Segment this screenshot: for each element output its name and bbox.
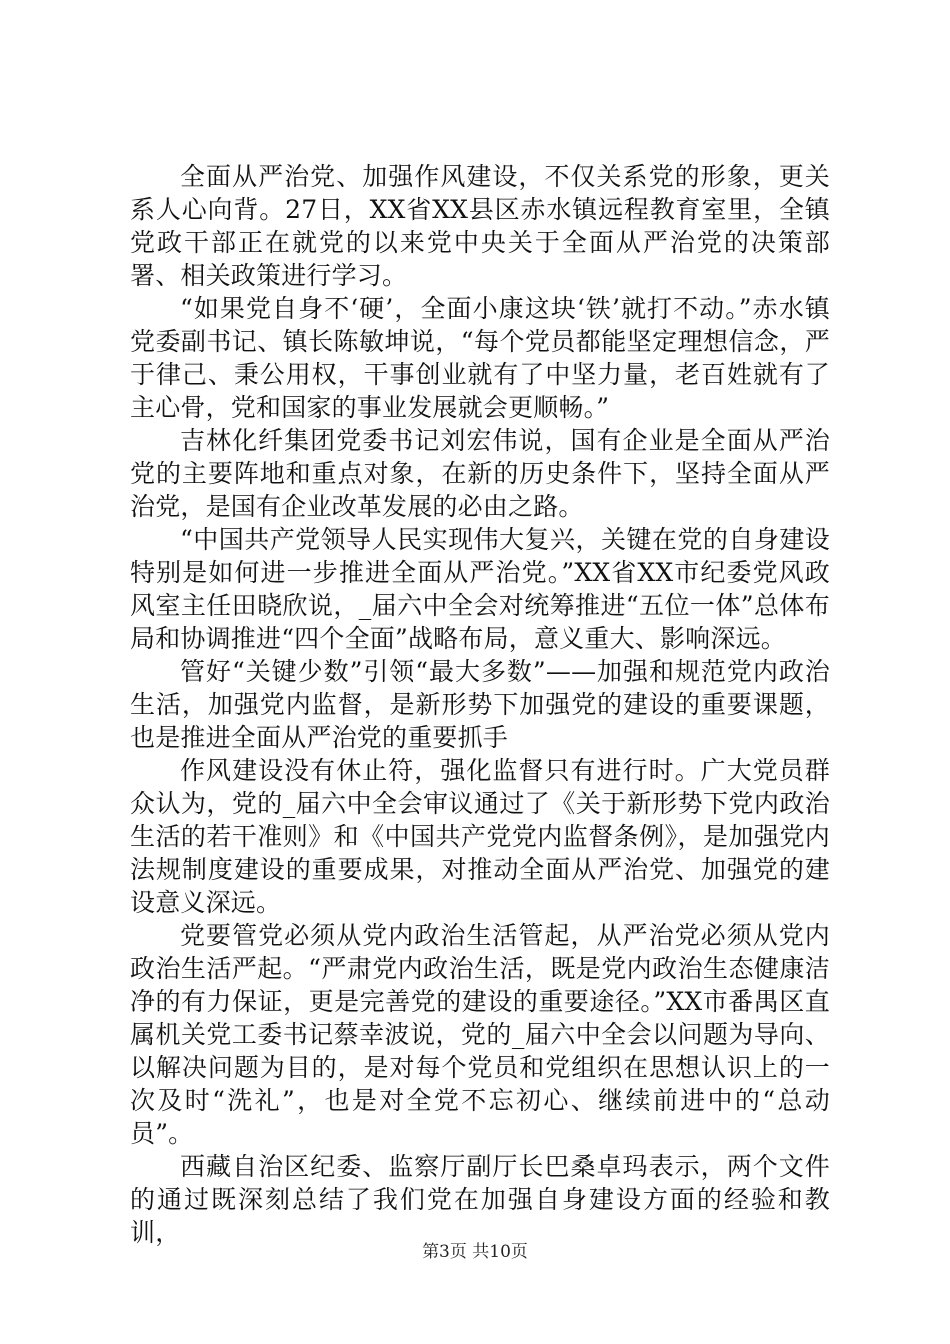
paragraph-5: 管好“关键少数”引领“最大多数”——加强和规范党内政治生活，加强党内监督，是新形势下加强党的建设的重要课题，也是推进全面从严治党的重要抓手 (130, 657, 830, 752)
paragraph-1: 全面从严治党、加强作风建设，不仅关系党的形象，更关系人心向背。27日，XX省XX县区赤水镇远程教育室里，全镇党政干部正在就党的以来党中央关于全面从严治党的决策部署、相关政策进行学习。 (130, 162, 830, 290)
paragraph-2: “如果党自身不‘硬’，全面小康这块‘铁’就打不动。”赤水镇党委副书记、镇长陈敏坤说，“每个党员都能坚定理想信念，严于律己、秉公用权，干事创业就有了中坚力量，老百姓就有了主心骨，党和国家的事业发展就会更顺畅。” (130, 294, 830, 422)
document-body (130, 160, 830, 1249)
paragraph-6: 作风建设没有休止符，强化监督只有进行时。广大党员群众认为，党的_届六中全会审议通过了《关于新形势下党内政治生活的若干准则》和《中国共产党党内监督条例》，是加强党内法规制度建设的重要成果，对推动全面从严治党、加强党的建设意义深远。 (130, 756, 830, 917)
page-footer: 第3页 共10页 (422, 1242, 528, 1262)
paragraph-3: 吉林化纤集团党委书记刘宏伟说，国有企业是全面从严治党的主要阵地和重点对象，在新的历史条件下，坚持全面从严治党，是国有企业改革发展的必由之路。 (130, 426, 830, 521)
paragraph-8: 西藏自治区纪委、监察厅副厅长巴桑卓玛表示，两个文件的通过既深刻总结了我们党在加强自身建设方面的经验和教训， (130, 1152, 830, 1247)
paragraph-7: 党要管党必须从党内政治生活管起，从严治党必须从党内政治生活严起。“严肃党内政治生活，既是党内政治生态健康洁净的有力保证，更是完善党的建设的重要途径。”XX市番禺区直属机关党工委书记蔡幸波说，党的_届六中全会以问题为导向、以解决问题为目的，是对每个党员和党组织在思想认识上的一次及时“洗礼”，也是对全党不忘初心、继续前进中的“总动员”。 (130, 921, 830, 1148)
paragraph-4: “中国共产党领导人民实现伟大复兴，关键在党的自身建设特别是如何进一步推进全面从严治党。”XX省XX市纪委党风政风室主任田晓欣说，_届六中全会对统筹推进“五位一体”总体布局和协调推进“四个全面”战略布局，意义重大、影响深远。 (130, 525, 830, 653)
